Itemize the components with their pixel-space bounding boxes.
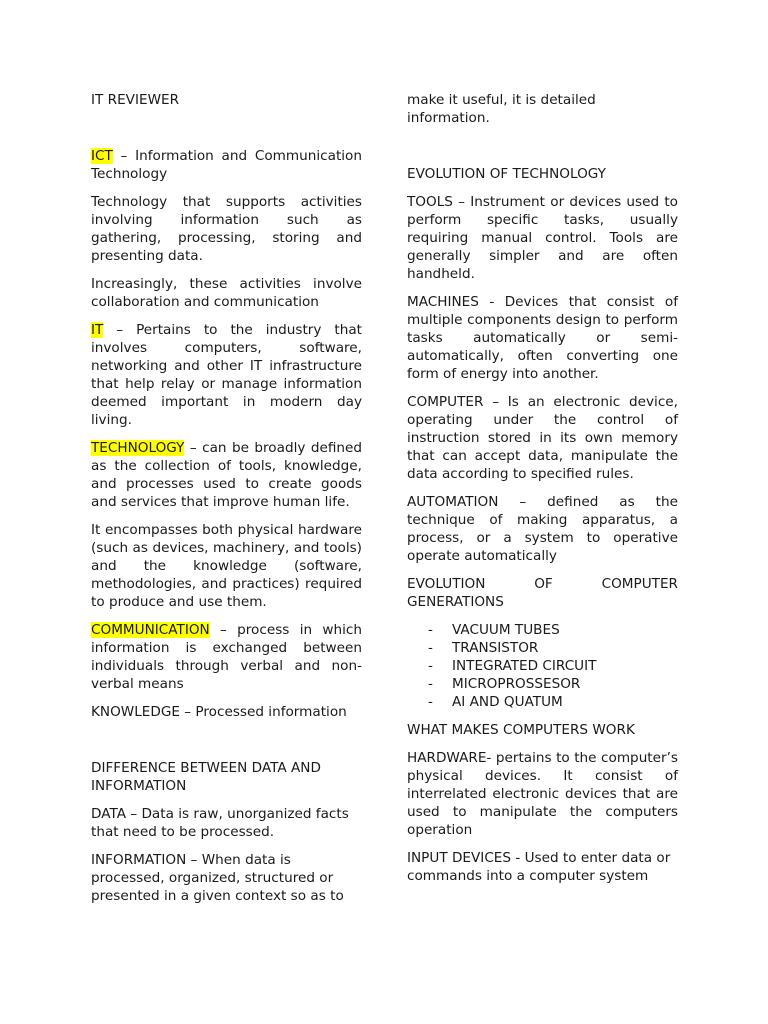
difference-heading: DIFFERENCE BETWEEN DATA AND INFORMATION (91, 760, 321, 794)
technology-definition (91, 439, 362, 511)
left-column (91, 91, 362, 915)
technology-term-highlight: TECHNOLOGY (91, 440, 185, 456)
spacer (91, 731, 362, 759)
list-item (407, 657, 678, 675)
ict-definition (91, 147, 362, 183)
it-term-highlight: IT (91, 322, 104, 338)
it-def-text: – Pertains to the industry that involves computers, software, networking and other IT infrastructure that help relay or manage information deemed important in modern day living. (91, 322, 362, 428)
information-continuation: make it useful, it is detailed information. (407, 92, 596, 126)
list-bullet: - (428, 676, 433, 692)
machines-definition: MACHINES - Devices that consist of multiple components design to perform tasks automatically or semi-automatically, often converting one form of energy into another. (407, 294, 678, 382)
spacer (91, 119, 362, 147)
list-item-text: MICROPROSSESOR (452, 676, 581, 692)
ict-term-highlight: ICT (91, 148, 113, 164)
list-bullet: - (428, 694, 433, 710)
list-item-text: INTEGRATED CIRCUIT (452, 658, 597, 674)
ict-def-text: – Information and Communication Technology (91, 148, 362, 182)
evolution-heading: EVOLUTION OF TECHNOLOGY (407, 166, 606, 182)
input-devices-definition: INPUT DEVICES - Used to enter data or commands into a computer system (407, 850, 671, 884)
data-definition: DATA – Data is raw, unorganized facts that need to be processed. (91, 806, 349, 840)
information-definition: INFORMATION – When data is processed, organized, structured or presented in a given context so as to (91, 852, 344, 904)
hardware-definition: HARDWARE- pertains to the computer’s physical devices. It consist of interrelated electronic devices that are used to manipulate the computers operation (407, 750, 678, 838)
right-column (407, 91, 678, 895)
ict-description: Technology that supports activities involving information such as gathering, processing, storing and presenting data. (91, 194, 362, 264)
automation-definition: AUTOMATION – defined as the technique of making apparatus, a process, or a system to operative operate automatically (407, 494, 678, 564)
ict-description-2: Increasingly, these activities involve collaboration and communication (91, 276, 362, 310)
list-bullet: - (428, 658, 433, 674)
what-makes-heading: WHAT MAKES COMPUTERS WORK (407, 722, 635, 738)
generations-heading: EVOLUTION OF COMPUTER GENERATIONS (407, 576, 678, 610)
list-item (407, 639, 678, 657)
it-definition (91, 321, 362, 429)
list-item (407, 675, 678, 693)
communication-def-text: – process in which information is exchanged between individuals through verbal and non-verbal means (91, 622, 362, 692)
list-item-text: TRANSISTOR (452, 640, 539, 656)
communication-definition (91, 621, 362, 693)
spacer (407, 137, 678, 165)
generations-list (407, 621, 678, 711)
computer-definition: COMPUTER – Is an electronic device, operating under the control of instruction stored in its own memory that can accept data, manipulate the data according to specified rules. (407, 394, 678, 482)
list-item-text: AI AND QUATUM (452, 694, 563, 710)
list-item-text: VACUUM TUBES (452, 622, 560, 638)
list-bullet: - (428, 622, 433, 638)
list-bullet: - (428, 640, 433, 656)
tools-definition: TOOLS – Instrument or devices used to perform specific tasks, usually requiring manual control. Tools are generally simpler and are often handheld. (407, 194, 678, 282)
list-item (407, 693, 678, 711)
knowledge-definition: KNOWLEDGE – Processed information (91, 704, 347, 720)
document-title: IT REVIEWER (91, 92, 180, 108)
communication-term-highlight: COMMUNICATION (91, 622, 210, 638)
list-item (407, 621, 678, 639)
technology-description: It encompasses both physical hardware (such as devices, machinery, and tools) and the knowledge (software, methodologies, and practices) required to produce and use them. (91, 522, 362, 610)
technology-def-text: – can be broadly defined as the collection of tools, knowledge, and processes used to create goods and services that improve human life. (91, 440, 362, 510)
